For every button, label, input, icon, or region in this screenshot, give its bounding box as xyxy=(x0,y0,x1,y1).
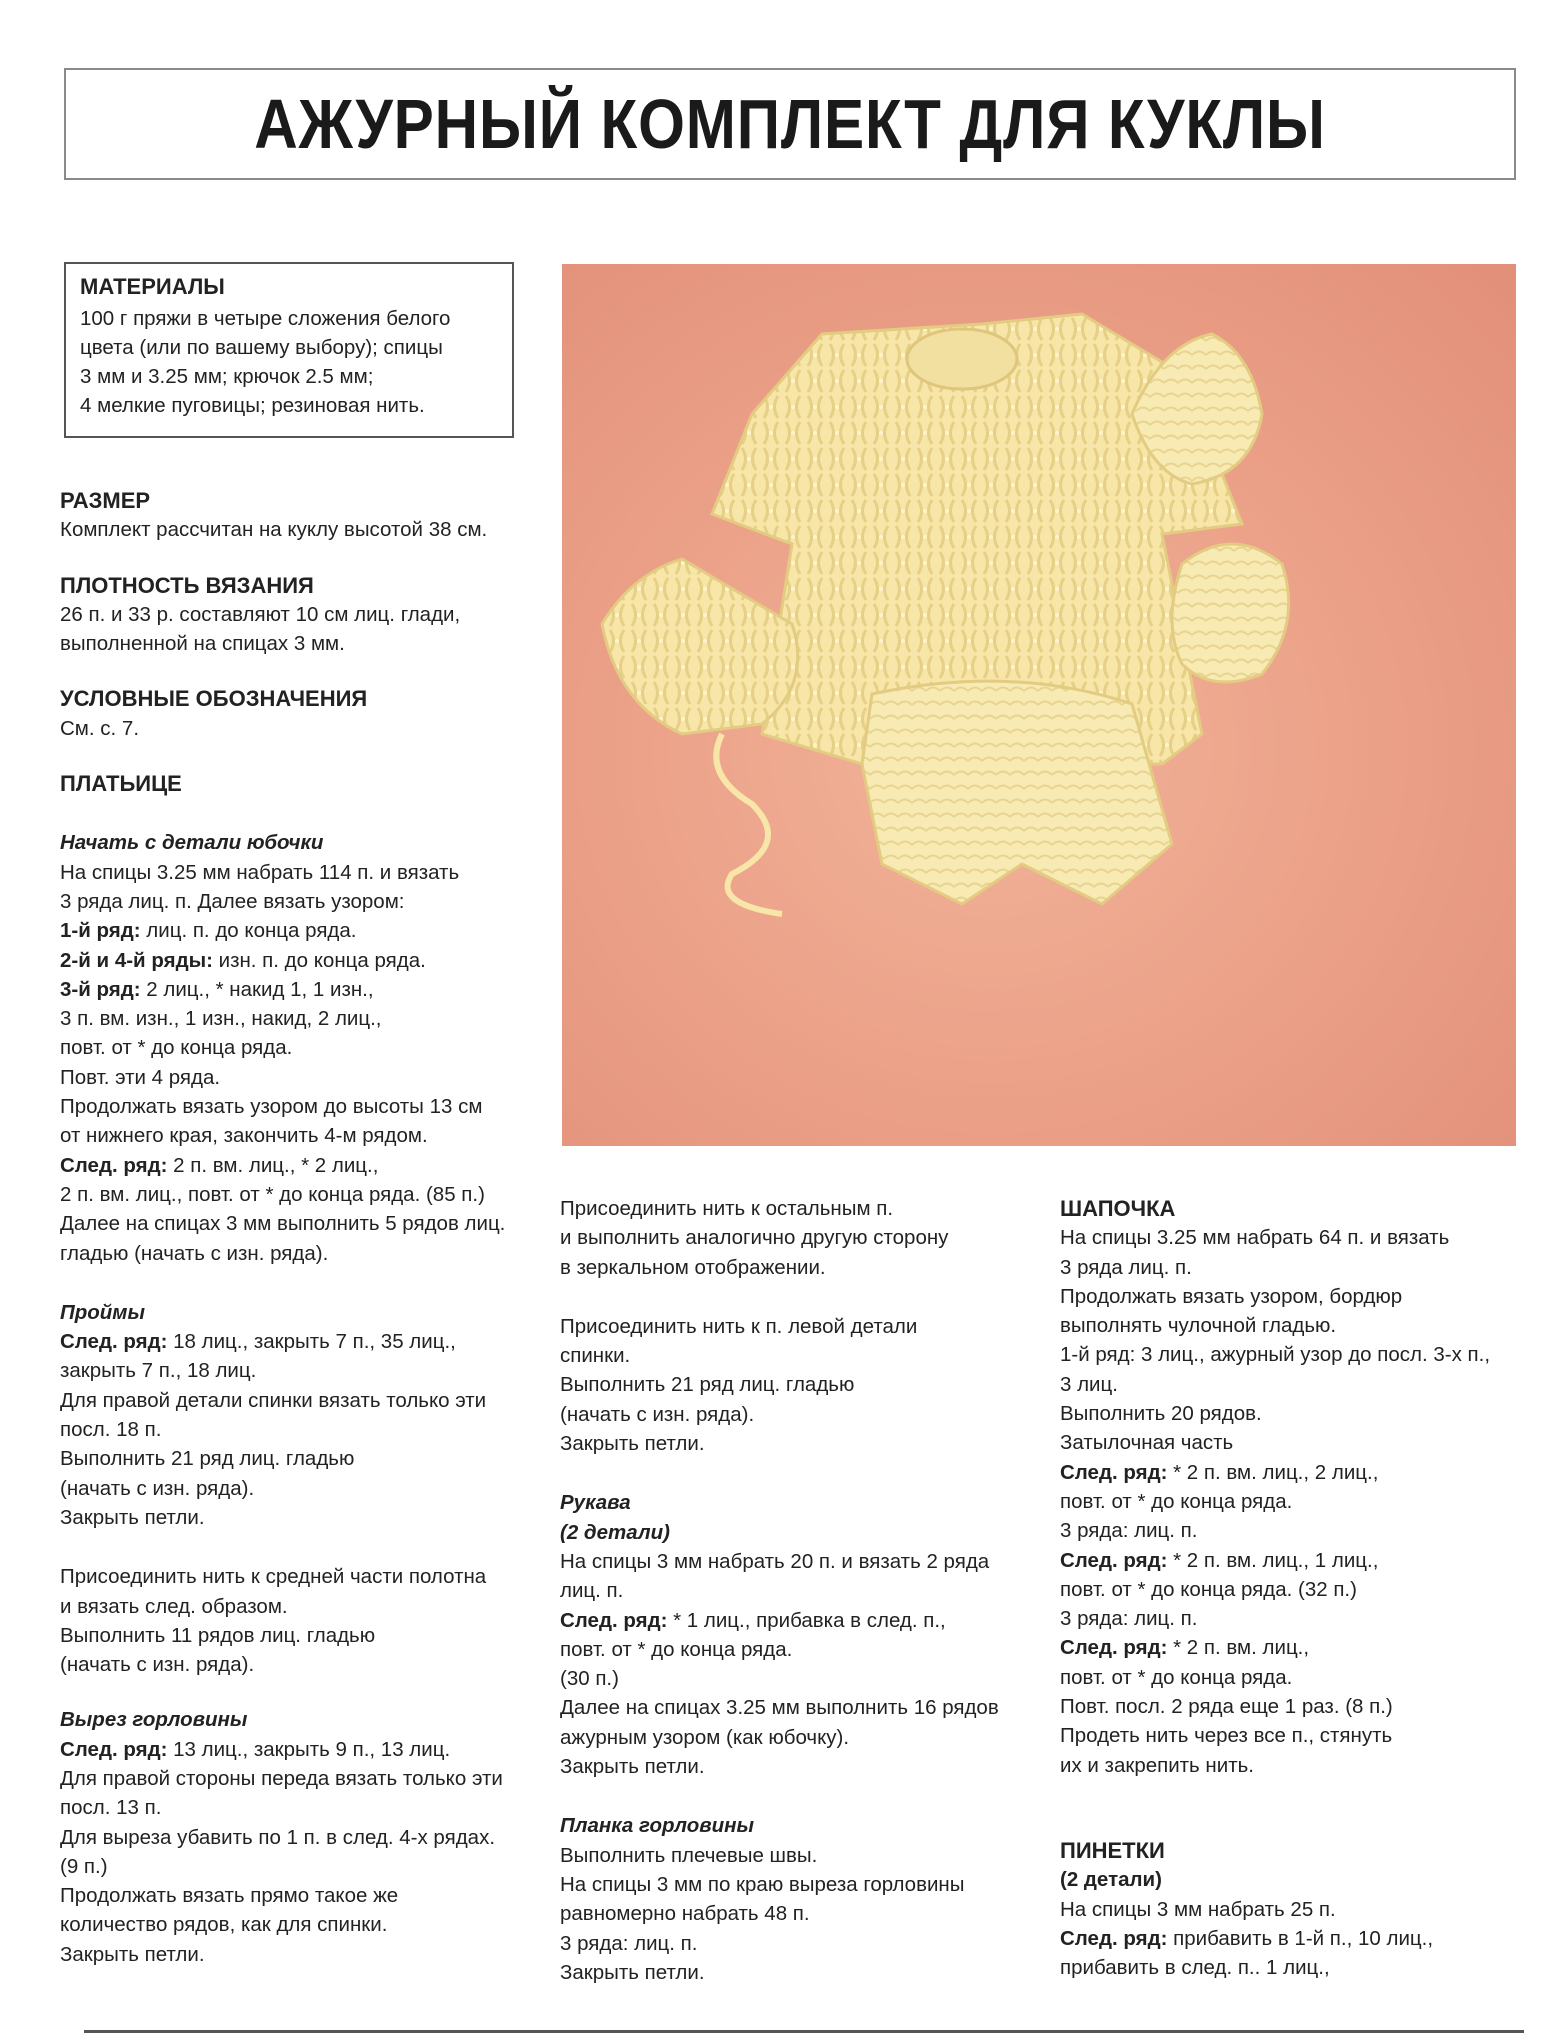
row-label: След. ряд: xyxy=(1060,1636,1168,1660)
row-text: 18 лиц., закрыть 7 п., 35 лиц., xyxy=(167,1330,456,1354)
product-photo xyxy=(562,264,1516,1146)
hat-row xyxy=(1060,1546,1520,1575)
armholes-heading: Проймы xyxy=(60,1300,145,1324)
arm-row xyxy=(60,1327,530,1356)
text-line: Закрыть петли. xyxy=(560,1755,705,1779)
materials-heading: МАТЕРИАЛЫ xyxy=(80,274,225,299)
text-line: 1-й ряд: 3 лиц., ажурный узор до посл. 3-х п., xyxy=(1060,1343,1491,1367)
text-line: Для правой стороны переда вязать только эти xyxy=(60,1766,503,1790)
text-line: 3 ряда: лиц. п. xyxy=(1060,1607,1198,1631)
shorts xyxy=(862,681,1172,904)
row-1 xyxy=(60,916,530,945)
sleeves-subheading: (2 детали) xyxy=(560,1520,670,1544)
bootie xyxy=(1172,544,1289,682)
text-line: Продолжать вязать прямо такое же xyxy=(60,1884,399,1908)
text-line: На спицы 3.25 мм набрать 64 п. и вязать xyxy=(1060,1226,1450,1250)
booties-heading: ПИНЕТКИ xyxy=(1060,1837,1165,1863)
row-text: прибавить в 1-й п., 10 лиц., xyxy=(1167,1926,1434,1950)
row-text: * 2 п. вм. лиц., xyxy=(1167,1636,1310,1660)
text-line: Выполнить 21 ряд лиц. гладью xyxy=(60,1447,355,1471)
text-line: спинки. xyxy=(560,1344,631,1368)
row-label: 2-й и 4-й ряды: xyxy=(60,948,213,972)
text-line: закрыть 7 п., 18 лиц. xyxy=(60,1359,257,1383)
text-line: Далее на спицах 3.25 мм выполнить 16 рядов xyxy=(560,1696,999,1720)
text-line: повт. от * до конца ряда. xyxy=(1060,1489,1293,1513)
booties-subheading: (2 детали) xyxy=(1060,1868,1162,1892)
row-label: След. ряд: xyxy=(60,1330,168,1354)
sleeves-heading: Рукава xyxy=(560,1491,631,1515)
row-text: * 2 п. вм. лиц., 1 лиц., xyxy=(1167,1548,1379,1572)
gauge-heading: ПЛОТНОСТЬ ВЯЗАНИЯ xyxy=(60,572,314,598)
row-label: След. ряд: xyxy=(560,1608,668,1632)
text-line: повт. от * до конца ряда. xyxy=(560,1637,793,1661)
text-line: их и закрепить нить. xyxy=(1060,1753,1254,1777)
text-line: Присоединить нить к средней части полотна xyxy=(60,1565,487,1589)
column-left xyxy=(60,486,530,1969)
hat-row xyxy=(1060,1633,1520,1662)
text-line: Повт. посл. 2 ряда еще 1 раз. (8 п.) xyxy=(1060,1695,1393,1719)
text-line: выполнять чулочной гладью. xyxy=(1060,1314,1337,1338)
text-line: Выполнить 11 рядов лиц. гладью xyxy=(60,1623,376,1647)
text-line: 3 п. вм. изн., 1 изн., накид, 2 лиц., xyxy=(60,1007,382,1031)
neckband-heading: Планка горловины xyxy=(560,1814,755,1838)
hat-heading: ШАПОЧКА xyxy=(1060,1196,1176,1221)
text-line: Закрыть петли. xyxy=(60,1505,205,1529)
text-line: 3 лиц. xyxy=(1060,1372,1118,1396)
materials-line: цвета (или по вашему выбору); спицы xyxy=(80,336,443,359)
neck-heading: Вырез горловины xyxy=(60,1708,248,1732)
column-middle xyxy=(560,1194,1020,1987)
sleeve-row xyxy=(560,1606,1020,1635)
bottom-divider xyxy=(84,2030,1524,2033)
text-line: повт. от * до конца ряда. xyxy=(1060,1665,1293,1689)
text-line: и вязать след. образом. xyxy=(60,1594,288,1618)
size-text: Комплект рассчитан на куклу высотой 38 см. xyxy=(60,518,488,542)
text-line: Присоединить нить к п. левой детали xyxy=(560,1314,918,1338)
text-line: Повт. эти 4 ряда. xyxy=(60,1065,221,1089)
dress-heading: ПЛАТЬИЦЕ xyxy=(60,771,182,797)
row-text: * 2 п. вм. лиц., 2 лиц., xyxy=(1167,1460,1379,1484)
row-label: 3-й ряд: xyxy=(60,977,141,1001)
row-label: 1-й ряд: xyxy=(60,919,141,943)
row-label: След. ряд: xyxy=(1060,1548,1168,1572)
symbols-heading: УСЛОВНЫЕ ОБОЗНАЧЕНИЯ xyxy=(60,686,368,712)
text-line: Продеть нить через все п., стянуть xyxy=(1060,1724,1393,1748)
materials-line: 3 мм и 3.25 мм; крючок 2.5 мм; xyxy=(80,365,374,388)
text-line: Закрыть петли. xyxy=(560,1960,705,1984)
skirt-line: 3 ряда лиц. п. Далее вязать узором: xyxy=(60,889,405,913)
row-label: След. ряд: xyxy=(1060,1926,1168,1950)
neck-row xyxy=(60,1735,530,1764)
knitted-doll-set-illustration xyxy=(562,264,1516,1146)
materials-line: 100 г пряжи в четыре сложения белого xyxy=(80,307,451,330)
text-line: и выполнить аналогично другую сторону xyxy=(560,1226,949,1250)
text-line: 3 ряда: лиц. п. xyxy=(1060,1519,1198,1543)
text-line: (начать с изн. ряда). xyxy=(560,1402,755,1426)
row-text: 2 п. вм. лиц., * 2 лиц., xyxy=(167,1153,379,1177)
text-line: Выполнить плечевые швы. xyxy=(560,1843,818,1867)
text-line: прибавить в след. п.. 1 лиц., xyxy=(1060,1956,1330,1980)
column-right xyxy=(1060,1194,1520,1982)
text-line: гладью (начать с изн. ряда). xyxy=(60,1241,329,1265)
text-line: Продолжать вязать узором, бордюр xyxy=(1060,1284,1403,1308)
row-2-4 xyxy=(60,946,530,975)
text-line: Для правой детали спинки вязать только эти xyxy=(60,1388,487,1412)
text-line: Присоединить нить к остальным п. xyxy=(560,1197,894,1220)
materials-line: 4 мелкие пуговицы; резиновая нить. xyxy=(80,394,425,417)
text-line: повт. от * до конца ряда. xyxy=(60,1036,293,1060)
text-line: Выполнить 21 ряд лиц. гладью xyxy=(560,1373,855,1397)
gauge-line: выполненной на спицах 3 мм. xyxy=(60,632,345,656)
row-text: 13 лиц., закрыть 9 п., 13 лиц. xyxy=(167,1737,451,1761)
row-label: След. ряд: xyxy=(60,1153,168,1177)
text-line: 3 ряда лиц. п. xyxy=(1060,1255,1192,1279)
row-text: * 1 лиц., прибавка в след. п., xyxy=(667,1608,946,1632)
text-line: посл. 13 п. xyxy=(60,1796,162,1820)
page-title: АЖУРНЫЙ КОМПЛЕКТ ДЛЯ КУКЛЫ xyxy=(254,85,1326,163)
text-line: 3 ряда: лиц. п. xyxy=(560,1931,698,1955)
bootie-row xyxy=(1060,1924,1520,1953)
row-text: 2 лиц., * накид 1, 1 изн., xyxy=(140,977,374,1001)
text-line: от нижнего края, закончить 4-м рядом. xyxy=(60,1124,428,1148)
bonnet xyxy=(602,559,798,734)
row-3 xyxy=(60,975,530,1004)
row-text: изн. п. до конца ряда. xyxy=(212,948,426,972)
text-line: количество рядов, как для спинки. xyxy=(60,1913,388,1937)
text-line: Далее на спицах 3 мм выполнить 5 рядов лиц. xyxy=(60,1212,506,1236)
symbols-text: См. с. 7. xyxy=(60,716,140,740)
text-line: Продолжать вязать узором до высоты 13 см xyxy=(60,1095,483,1119)
text-line: Выполнить 20 рядов. xyxy=(1060,1402,1262,1426)
title-box xyxy=(64,68,1516,180)
text-line: посл. 18 п. xyxy=(60,1418,162,1442)
text-line: На спицы 3 мм набрать 20 п. и вязать 2 ряда xyxy=(560,1549,990,1573)
text-line: равномерно набрать 48 п. xyxy=(560,1902,810,1926)
text-line: 2 п. вм. лиц., повт. от * до конца ряда. (85 п.) xyxy=(60,1182,485,1206)
text-line: На спицы 3 мм по краю выреза горловины xyxy=(560,1872,965,1896)
skirt-line: На спицы 3.25 мм набрать 114 п. и вязать xyxy=(60,860,460,884)
row-label: След. ряд: xyxy=(60,1737,168,1761)
text-line: Затылочная часть xyxy=(1060,1431,1234,1455)
text-line: Для выреза убавить по 1 п. в след. 4-х рядах. xyxy=(60,1825,496,1849)
gauge-line: 26 п. и 33 р. составляют 10 см лиц. глади, xyxy=(60,602,461,626)
materials-box xyxy=(64,262,514,438)
text-line: повт. от * до конца ряда. (32 п.) xyxy=(1060,1577,1357,1601)
hat-row xyxy=(1060,1458,1520,1487)
skirt-heading: Начать с детали юбочки xyxy=(60,831,324,855)
text-line: (30 п.) xyxy=(560,1667,619,1691)
next-row xyxy=(60,1151,530,1180)
text-line: На спицы 3 мм набрать 25 п. xyxy=(1060,1897,1336,1921)
text-line: лиц. п. xyxy=(560,1579,624,1603)
text-line: (начать с изн. ряда). xyxy=(60,1653,255,1677)
text-line: ажурным узором (как юбочку). xyxy=(560,1725,850,1749)
row-text: лиц. п. до конца ряда. xyxy=(140,919,357,943)
text-line: (9 п.) xyxy=(60,1854,108,1878)
text-line: Закрыть петли. xyxy=(60,1942,205,1966)
row-label: След. ряд: xyxy=(1060,1460,1168,1484)
text-line: Закрыть петли. xyxy=(560,1432,705,1456)
text-line: (начать с изн. ряда). xyxy=(60,1476,255,1500)
text-line: в зеркальном отображении. xyxy=(560,1255,826,1279)
size-heading: РАЗМЕР xyxy=(60,488,151,513)
